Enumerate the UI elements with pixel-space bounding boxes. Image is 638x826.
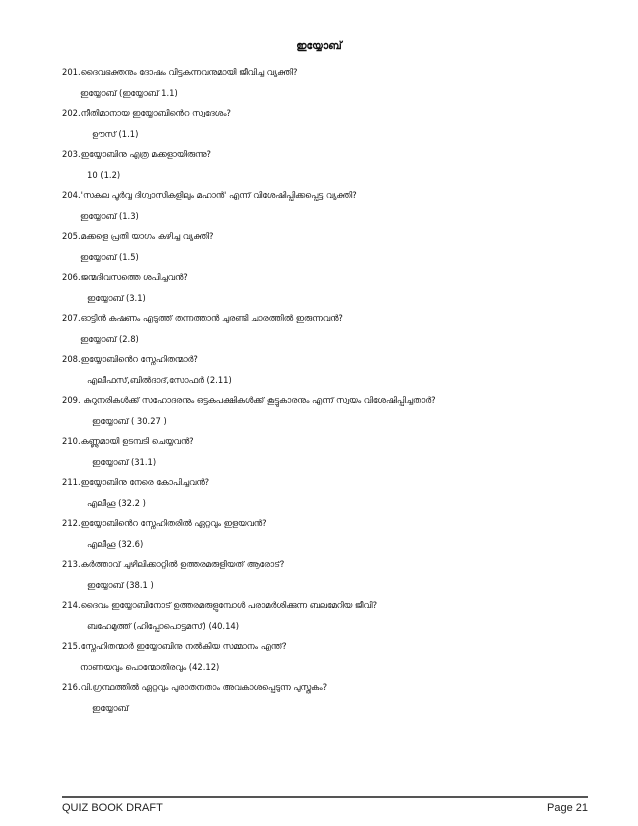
question: 211.ഇയ്യോബിനു നേരെ കോപിച്ചവൻ? <box>62 477 210 487</box>
answer: ഇയ്യോബ് <box>92 702 129 713</box>
answer: ഇയ്യോബ് (31.1) <box>92 456 157 467</box>
answer: ഊസ് (1.1) <box>92 128 139 139</box>
question: 208.ഇയ്യോബിൻെറ സ്നേഹിതന്മാർ? <box>62 354 198 364</box>
qa-item <box>62 271 608 304</box>
question: 212.ഇയ്യോബിൻെറ സ്നേഹിതരിൽ ഏറ്റവും ഇളയവൻ? <box>62 518 267 528</box>
answer: 10 (1.2) <box>87 169 121 180</box>
qa-item <box>62 558 608 591</box>
qa-item <box>62 107 608 140</box>
footer-book-title: QUIZ BOOK DRAFT <box>62 802 163 814</box>
question: 203.ഇയ്യോബിനു എത്ര മക്കളായിരുന്നു? <box>62 149 211 159</box>
question: 202.നീതിമാനായ ഇയ്യോബിൻെറ സ്വദേശം? <box>62 108 231 118</box>
qa-item <box>62 640 608 673</box>
qa-item <box>62 353 608 386</box>
question-list <box>62 66 608 722</box>
question: 210.കണ്ണുമായി ഉടമ്പടി ചെയ്യവൻ? <box>62 436 194 446</box>
question: 206.ജന്മദിവസത്തെ ശപിച്ചവൻ? <box>62 272 188 282</box>
qa-item <box>62 681 608 714</box>
page-footer <box>62 796 588 814</box>
answer: ഇയ്യോബ് ( 30.27 ) <box>92 415 167 426</box>
qa-item <box>62 66 608 99</box>
qa-item <box>62 148 608 181</box>
qa-item <box>62 476 608 509</box>
qa-item <box>62 312 608 345</box>
question: 214.ദൈവം ഇയ്യോബിനോട് ഉത്തരമരുളുമ്പോൾ പരാമർശിക്കുന്ന ബലമേറിയ ജീവി? <box>62 600 378 610</box>
qa-item <box>62 435 608 468</box>
page-title: ഇയ്യോബ് <box>296 40 342 52</box>
answer: ബഹേമുത്ത് (ഹിപ്പോപൊട്ടമസ്) (40.14) <box>87 620 239 631</box>
answer: എലീഫസ്,ബിൽദാദ്,സോഫർ (2.11) <box>87 374 232 385</box>
answer: ഇയ്യോബ് (ഇയ്യോബ് 1.1) <box>80 87 178 98</box>
answer: ഇയ്യോബ് (38.1 ) <box>87 579 154 590</box>
question: 205.മക്കളെ പ്രതി യാഗം കഴിച്ച വ്യക്തി? <box>62 231 214 241</box>
answer: ഇയ്യോബ് (1.5) <box>80 251 139 262</box>
answer: എലീഹൂ (32.6) <box>87 538 144 549</box>
question: 209. കുറുനരികൾക്ക് സഹോദരനും ഒട്ടകപക്ഷികൾക്ക് കൂട്ടുകാരനും എന്ന് സ്വയം വിശേഷിപ്പിച്ചതാർ? <box>62 395 436 405</box>
page-number: Page 21 <box>547 802 588 814</box>
question: 215.സ്നേഹിതന്മാർ ഇയ്യോബിനു നൽകിയ സമ്മാനം എന്ത്? <box>62 641 287 651</box>
qa-item <box>62 189 608 222</box>
qa-item <box>62 599 608 632</box>
question: 207.ഓട്ടിൻ കഷണം എടുത്ത് തന്നത്താൻ ചുരണ്ടി ചാരത്തിൽ ഇരുന്നവൻ? <box>62 313 343 323</box>
qa-item <box>62 230 608 263</box>
qa-item <box>62 394 608 427</box>
answer: ഇയ്യോബ് (1.3) <box>80 210 139 221</box>
question: 201.ദൈവഭക്തനും ദോഷം വിട്ടകന്നവനുമായി ജീവിച്ച വ്യക്തി? <box>62 67 298 77</box>
answer: ഇയ്യോബ് (2.8) <box>80 333 139 344</box>
answer: എലീഹൂ (32.2 ) <box>87 497 146 508</box>
question: 204.'സകല പൂർവ്വ ദിഗ്വാസികളിലും മഹാൻ' എന്ന് വിശേഷിപ്പിക്കപ്പെട്ട വ്യക്തി? <box>62 190 357 200</box>
question: 213.കർത്താവ് ചുഴിലിക്കാറ്റിൽ ഉത്തരമരുളിയത് ആരോട്? <box>62 559 285 569</box>
question: 216.വി.ഗ്രന്ഥത്തിൽ ഏറ്റവും പുരാതനതാം അവകാശപ്പെടുന്ന പുസ്തകം? <box>62 682 328 692</box>
qa-item <box>62 517 608 550</box>
answer: ഇയ്യോബ് (3.1) <box>87 292 146 303</box>
answer: നാണയവും പൊന്മോതിരവും (42.12) <box>80 661 220 672</box>
